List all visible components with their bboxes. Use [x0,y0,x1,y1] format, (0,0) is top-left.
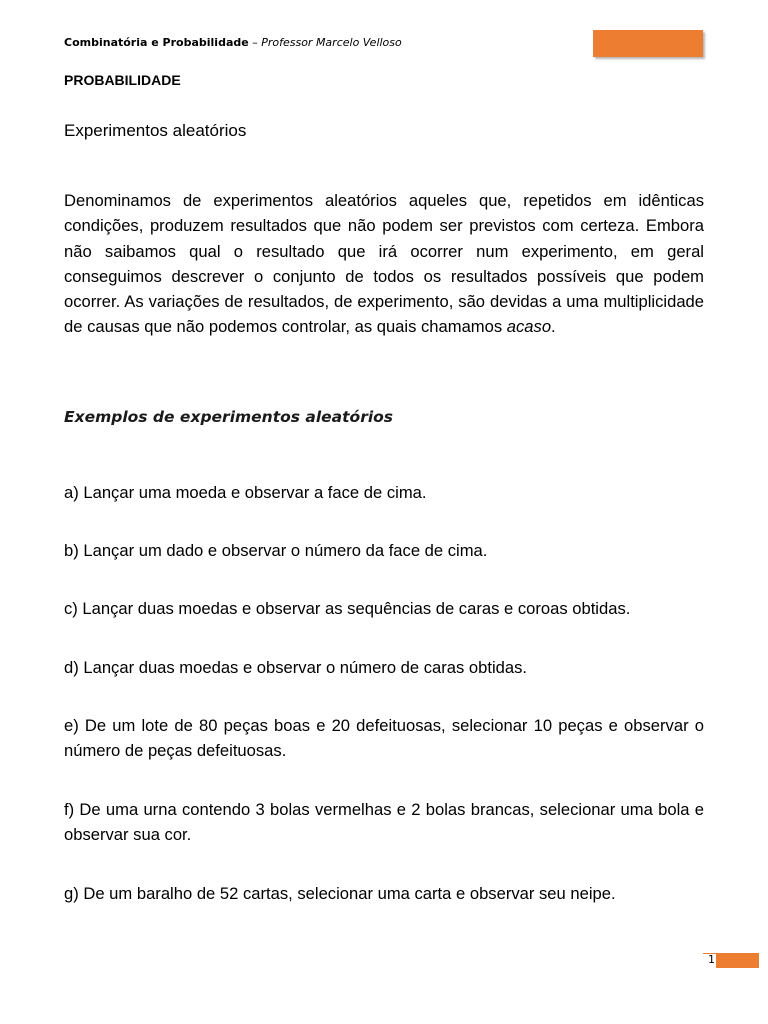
examples-title: Exemplos de experimentos aleatórios [64,408,394,426]
example-item-d: d) Lançar duas moedas e observar o número de caras obtidas. [64,658,528,677]
header-professor: Professor Marcelo Velloso [261,36,402,49]
header-separator: – [248,36,262,49]
example-item-b: b) Lançar um dado e observar o número da face de cima. [64,541,488,560]
example-item-a: a) Lançar uma moeda e observar a face de cima. [64,483,427,502]
header-course: Combinatória e Probabilidade [64,36,249,49]
example-item-c: c) Lançar duas moedas e observar as sequências de caras e coroas obtidas. [64,599,631,618]
paragraph-emphasis: acaso [506,317,552,337]
section-title: PROBABILIDADE [64,72,181,88]
page-subtitle: Experimentos aleatórios [64,121,247,140]
paragraph-text: Denominamos de experimentos aleatórios aqueles que, repetidos em idênticas condições, produzem resultados que não podem ser previstos com certeza. Embora não saibamos qual o resultado que irá ocorrer num experimento, em geral conseguimos descrever o conjunto de todos os resultados possíveis que podem ocorrer. As variações de resultados, de experimento, são devidas a uma multiplicidade de causas que não podemos controlar, as quais chamamos [64,191,704,337]
intro-paragraph [64,188,704,340]
header-accent-box [593,30,703,57]
example-item-e: e) De um lote de 80 peças boas e 20 defeituosas, selecionar 10 peças e observar o número de peças defeituosas. [64,716,704,761]
page-number-accent-bar [716,953,759,968]
example-item-f: f) De uma urna contendo 3 bolas vermelhas e 2 bolas brancas, selecionar uma bola e observar sua cor. [64,800,704,845]
example-item-g: g) De um baralho de 52 cartas, selecionar uma carta e observar seu neipe. [64,884,616,903]
paragraph-end: . [551,317,556,337]
page-number: 1 [708,953,715,966]
page-header [64,36,402,49]
